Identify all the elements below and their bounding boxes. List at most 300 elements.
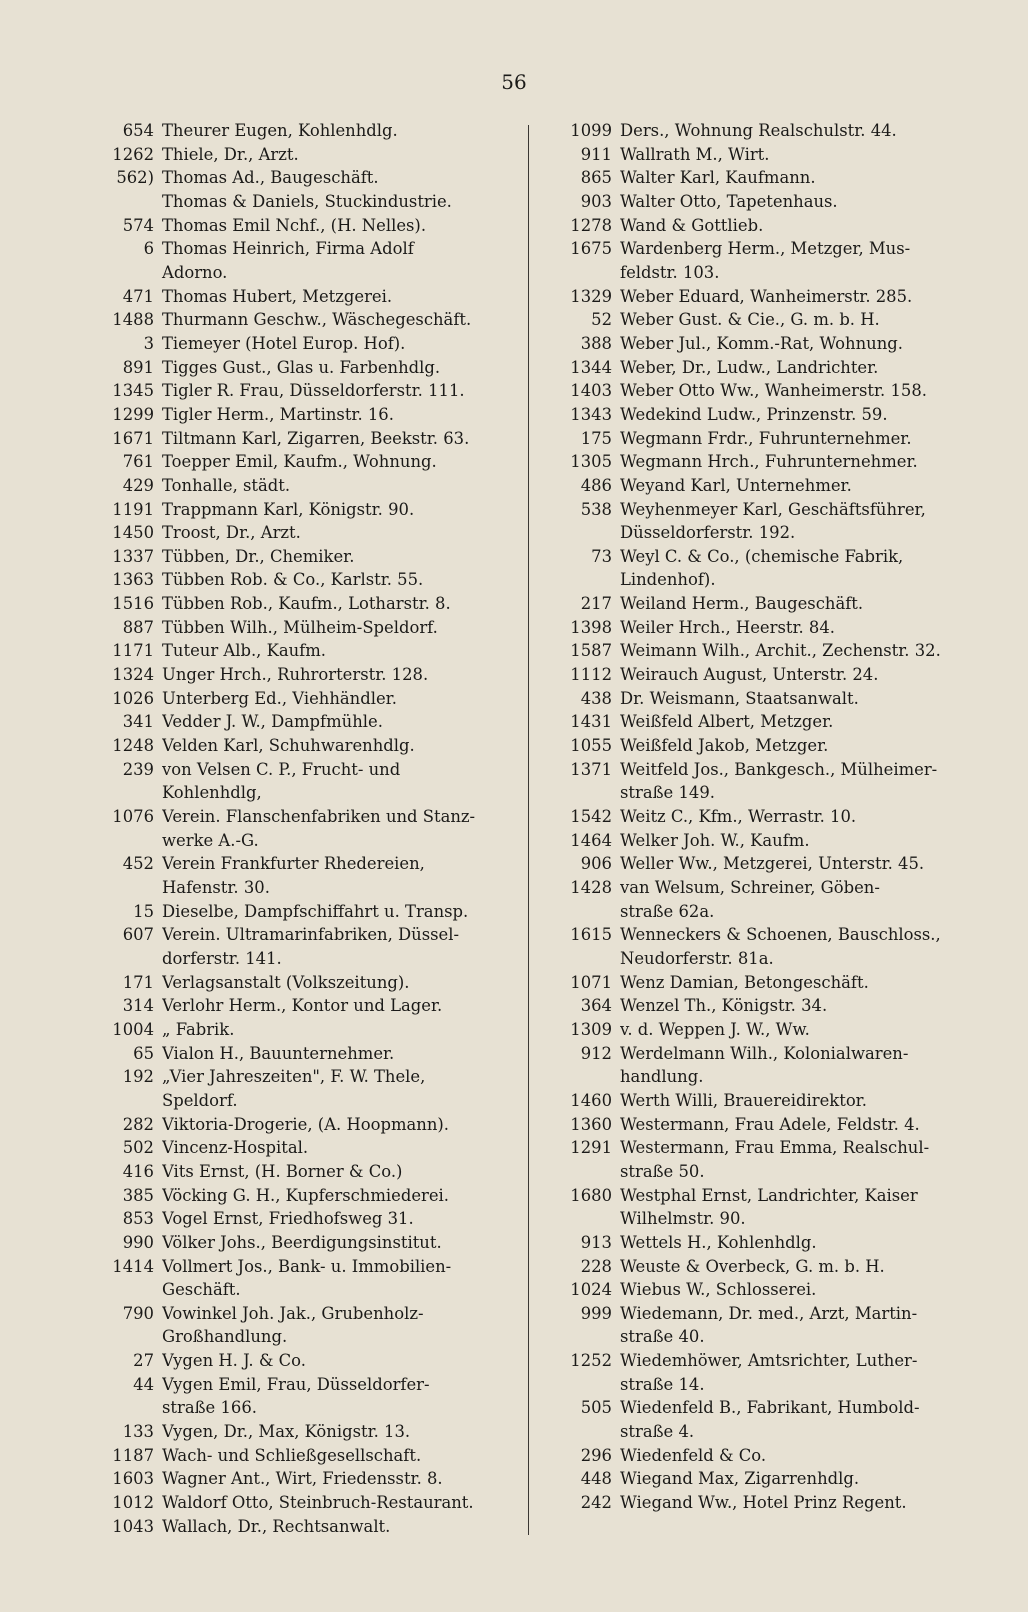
entry-continuation: feldstr. 103. — [620, 262, 720, 282]
entry-number: 1291 — [570, 1138, 612, 1158]
directory-entry — [80, 639, 520, 663]
directory-entry — [80, 1420, 520, 1444]
directory-entry — [80, 403, 520, 427]
entry-number: 990 — [122, 1232, 154, 1252]
entry-number: 1428 — [570, 878, 612, 897]
entry-number: 1398 — [570, 617, 612, 637]
entry-text: Tiemeyer (Hotel Europ. Hof). — [162, 333, 406, 353]
entry-number: 486 — [580, 475, 612, 495]
directory-entry — [546, 143, 990, 167]
entry-text: Weyhenmeyer Karl, Geschäftsführer, — [620, 499, 926, 519]
directory-entry — [80, 474, 520, 498]
entry-text: Wiedenfeld B., Fabrikant, Humbold- — [620, 1398, 920, 1418]
entry-number: 1329 — [570, 286, 612, 306]
entry-text: Toepper Emil, Kaufm., Wohnung. — [162, 452, 437, 472]
entry-continuation: Lindenhof). — [620, 570, 716, 590]
entry-text: Weißfeld Jakob, Metzger. — [620, 736, 829, 756]
entry-text: Vollmert Jos., Bank- u. Immobilien- — [162, 1256, 452, 1276]
entry-number: 562) — [116, 168, 154, 188]
directory-entry — [546, 805, 990, 829]
entry-text: Thomas Ad., Baugeschäft. — [162, 168, 379, 188]
entry-text: Wallach, Dr., Rechtsanwalt. — [162, 1516, 391, 1536]
directory-entry — [80, 143, 520, 167]
entry-text: Westermann, Frau Emma, Realschul- — [620, 1138, 930, 1158]
entry-number: 171 — [122, 972, 154, 992]
entry-number: 1671 — [112, 428, 154, 448]
directory-entry — [80, 427, 520, 451]
entry-number: 1191 — [112, 499, 154, 519]
entry-continuation: Speldorf. — [162, 1090, 238, 1110]
directory-entry — [546, 308, 990, 332]
entry-continuation: Düsseldorferstr. 192. — [620, 523, 796, 543]
directory-entry — [546, 1444, 990, 1468]
directory-entry — [80, 166, 520, 190]
directory-entry — [546, 474, 990, 498]
entry-text: Vowinkel Joh. Jak., Grubenholz- — [162, 1303, 424, 1323]
entry-number: 3 — [143, 333, 154, 353]
directory-entry — [546, 663, 990, 687]
entry-number: 865 — [580, 168, 612, 188]
entry-text: Velden Karl, Schuhwarenhdlg. — [162, 736, 415, 756]
directory-entry — [546, 994, 990, 1018]
directory-entry — [546, 1018, 990, 1042]
directory-entry — [546, 1160, 990, 1184]
directory-entry — [546, 592, 990, 616]
directory-entry — [546, 214, 990, 238]
entry-text: Wenz Damian, Betongeschäft. — [620, 972, 869, 992]
directory-entry — [80, 663, 520, 687]
directory-entry — [80, 592, 520, 616]
directory-entry — [546, 450, 990, 474]
entry-number: 1371 — [570, 759, 612, 779]
directory-entry — [546, 1231, 990, 1255]
entry-number: 903 — [580, 191, 612, 211]
entry-text: van Welsum, Schreiner, Göben- — [620, 878, 880, 897]
directory-entry — [546, 1113, 990, 1137]
directory-entry — [80, 190, 520, 214]
entry-number: 1024 — [570, 1280, 612, 1300]
directory-entry — [80, 1065, 520, 1089]
directory-entry — [546, 923, 990, 947]
entry-continuation: Hafenstr. 30. — [162, 878, 270, 897]
entry-number: 1363 — [112, 570, 154, 590]
entry-text: Dieselbe, Dampfschiffahrt u. Transp. — [162, 901, 469, 921]
entry-text: Wegmann Frdr., Fuhrunternehmer. — [620, 428, 912, 448]
directory-entry — [80, 1302, 520, 1326]
entry-text: Tiltmann Karl, Zigarren, Beekstr. 63. — [162, 428, 470, 448]
directory-entry — [80, 1089, 520, 1113]
directory-entry — [546, 285, 990, 309]
entry-text: Tübben Rob. & Co., Karlstr. 55. — [162, 570, 424, 590]
directory-entry — [546, 1302, 990, 1326]
entry-number: 911 — [580, 144, 612, 164]
entry-text: Wiedemann, Dr. med., Arzt, Martin- — [620, 1303, 918, 1323]
directory-entry — [80, 1042, 520, 1066]
entry-text: Vits Ernst, (H. Borner & Co.) — [162, 1161, 403, 1181]
entry-text: Thomas Hubert, Metzgerei. — [162, 286, 393, 306]
directory-entry — [546, 166, 990, 190]
directory-entry — [546, 876, 990, 900]
directory-entry — [546, 1184, 990, 1208]
entry-text: Werth Willi, Brauereidirektor. — [620, 1090, 867, 1110]
entry-text: Walter Otto, Tapetenhaus. — [620, 191, 838, 211]
directory-entry — [80, 1325, 520, 1349]
entry-number: 913 — [580, 1232, 612, 1252]
entry-number: 1603 — [112, 1469, 154, 1489]
entry-number: 505 — [580, 1398, 612, 1418]
directory-entry — [546, 852, 990, 876]
entry-text: Tuteur Alb., Kaufm. — [162, 641, 326, 661]
entry-text: Tigges Gust., Glas u. Farbenhdlg. — [162, 357, 441, 377]
directory-entry — [80, 1396, 520, 1420]
directory-entry — [546, 568, 990, 592]
entry-text: Waldorf Otto, Steinbruch-Restaurant. — [162, 1493, 474, 1513]
directory-entry — [546, 332, 990, 356]
entry-number: 912 — [580, 1043, 612, 1063]
directory-entry — [80, 119, 520, 143]
entry-text: Wenzel Th., Königstr. 34. — [620, 996, 828, 1016]
entry-number: 1450 — [112, 523, 154, 543]
directory-entry — [80, 261, 520, 285]
entry-text: Theurer Eugen, Kohlenhdlg. — [162, 121, 398, 140]
entry-number: 999 — [580, 1303, 612, 1323]
entry-number: 891 — [122, 357, 154, 377]
entry-text: Troost, Dr., Arzt. — [162, 523, 301, 543]
entry-number: 65 — [133, 1043, 154, 1063]
entry-continuation: werke A.-G. — [162, 830, 259, 850]
entry-text: Weber Jul., Komm.-Rat, Wohnung. — [620, 333, 903, 353]
entry-number: 853 — [122, 1209, 154, 1229]
entry-number: 133 — [122, 1422, 154, 1442]
entry-number: 1431 — [570, 712, 612, 732]
directory-entry — [546, 734, 990, 758]
entry-number: 574 — [122, 215, 154, 235]
entry-number: 1026 — [112, 688, 154, 708]
entry-number: 607 — [122, 925, 154, 945]
entry-number: 1171 — [112, 641, 154, 661]
entry-text: Werdelmann Wilh., Kolonialwaren- — [620, 1043, 909, 1063]
entry-text: Wand & Gottlieb. — [620, 215, 764, 235]
directory-entry — [546, 947, 990, 971]
entry-text: Weber Gust. & Cie., G. m. b. H. — [620, 310, 880, 330]
entry-number: 1076 — [112, 807, 154, 827]
directory-entry — [80, 1373, 520, 1397]
entry-number: 388 — [580, 333, 612, 353]
entry-number: 1414 — [112, 1256, 154, 1276]
entry-number: 1187 — [112, 1445, 154, 1465]
directory-entry — [546, 1325, 990, 1349]
directory-entry — [546, 261, 990, 285]
entry-number: 1309 — [570, 1019, 612, 1039]
entry-text: Weiland Herm., Baugeschäft. — [620, 594, 864, 614]
entry-text: Weiler Hrch., Heerstr. 84. — [620, 617, 835, 637]
entry-text: Weißfeld Albert, Metzger. — [620, 712, 834, 732]
entry-number: 73 — [591, 546, 612, 566]
entry-text: Weitfeld Jos., Bankgesch., Mülheimer- — [620, 759, 938, 779]
directory-entry — [80, 1018, 520, 1042]
entry-continuation: Neudorferstr. 81a. — [620, 948, 774, 968]
entry-text: Viktoria-Drogerie, (A. Hoopmann). — [162, 1114, 450, 1134]
directory-entry — [546, 1420, 990, 1444]
entry-text: Vygen, Dr., Max, Königstr. 13. — [162, 1422, 411, 1442]
entry-number: 1343 — [570, 404, 612, 424]
directory-entry — [80, 1255, 520, 1279]
directory-entry — [80, 450, 520, 474]
directory-entry — [546, 1136, 990, 1160]
entry-text: Tübben Wilh., Mülheim-Speldorf. — [162, 617, 438, 637]
directory-entry — [546, 1349, 990, 1373]
entry-number: 429 — [122, 475, 154, 495]
entry-continuation: straße 166. — [162, 1398, 257, 1418]
directory-entry — [546, 639, 990, 663]
entry-text: Thurmann Geschw., Wäschegeschäft. — [162, 310, 472, 330]
entry-number: 761 — [122, 452, 154, 472]
entry-number: 438 — [580, 688, 612, 708]
page-number: 56 — [501, 70, 527, 94]
entry-text: Ders., Wohnung Realschulstr. 44. — [620, 121, 897, 140]
entry-number: 448 — [580, 1469, 612, 1489]
entry-number: 790 — [122, 1303, 154, 1323]
left-column — [80, 119, 520, 1538]
directory-entry — [80, 710, 520, 734]
entry-text: Vedder J. W., Dampfmühle. — [162, 712, 383, 732]
entry-number: 15 — [133, 901, 154, 921]
entry-number: 228 — [580, 1256, 612, 1276]
entry-text: Thomas Heinrich, Firma Adolf — [162, 239, 414, 259]
entry-number: 1278 — [570, 215, 612, 235]
entry-text: Wiedenfeld & Co. — [620, 1445, 767, 1465]
entry-number: 6 — [143, 239, 154, 259]
entry-number: 538 — [580, 499, 612, 519]
entry-number: 1615 — [570, 925, 612, 945]
entry-number: 385 — [122, 1185, 154, 1205]
directory-entry — [80, 498, 520, 522]
directory-entry — [80, 947, 520, 971]
directory-entry — [546, 356, 990, 380]
directory-entry — [546, 521, 990, 545]
entry-number: 1252 — [570, 1351, 612, 1371]
entry-number: 242 — [580, 1493, 612, 1513]
entry-text: Walter Karl, Kaufmann. — [620, 168, 816, 188]
entry-number: 1675 — [570, 239, 612, 259]
directory-entry — [80, 994, 520, 1018]
directory-entry — [80, 616, 520, 640]
entry-continuation: straße 62a. — [620, 901, 715, 921]
directory-entry — [80, 1349, 520, 1373]
entry-text: Wallrath M., Wirt. — [620, 144, 770, 164]
entry-number: 364 — [580, 996, 612, 1016]
entry-continuation: dorferstr. 141. — [162, 948, 282, 968]
entry-number: 1324 — [112, 665, 154, 685]
entry-text: Wiebus W., Schlosserei. — [620, 1280, 817, 1300]
directory-entry — [546, 1278, 990, 1302]
entry-text: Thomas & Daniels, Stuckindustrie. — [162, 191, 452, 211]
directory-entry — [80, 1207, 520, 1231]
entry-number: 314 — [122, 996, 154, 1016]
entry-continuation: handlung. — [620, 1067, 704, 1087]
entry-number: 1004 — [112, 1019, 154, 1039]
entry-text: Wiegand Ww., Hotel Prinz Regent. — [620, 1493, 907, 1513]
entry-continuation: Großhandlung. — [162, 1327, 288, 1347]
directory-entry — [80, 214, 520, 238]
directory-entry — [80, 829, 520, 853]
entry-number: 1344 — [570, 357, 612, 377]
entry-text: Tonhalle, städt. — [162, 475, 291, 495]
entry-continuation: Kohlenhdlg, — [162, 783, 262, 803]
entry-text: Weuste & Overbeck, G. m. b. H. — [620, 1256, 885, 1276]
entry-text: Verein Frankfurter Rhedereien, — [162, 854, 425, 874]
entry-text: Weitz C., Kfm., Werrastr. 10. — [620, 807, 857, 827]
entry-continuation: straße 14. — [620, 1374, 705, 1394]
directory-entry — [80, 1113, 520, 1137]
entry-number: 887 — [122, 617, 154, 637]
directory-entry — [80, 1160, 520, 1184]
entry-number: 1055 — [570, 736, 612, 756]
entry-number: 654 — [122, 121, 154, 140]
directory-entry — [546, 1255, 990, 1279]
directory-entry — [546, 1089, 990, 1113]
directory-entry — [546, 379, 990, 403]
entry-text: Weber Otto Ww., Wanheimerstr. 158. — [620, 381, 927, 401]
directory-entry — [80, 545, 520, 569]
right-column — [546, 119, 990, 1515]
entry-text: Verein. Ultramarinfabriken, Düssel- — [162, 925, 459, 945]
entry-text: Wenneckers & Schoenen, Bauschloss., — [620, 925, 941, 945]
entry-number: 471 — [122, 286, 154, 306]
directory-entry — [80, 734, 520, 758]
directory-entry — [546, 900, 990, 924]
directory-entry — [80, 1515, 520, 1539]
entry-number: 1305 — [570, 452, 612, 472]
directory-entry — [546, 498, 990, 522]
entry-number: 175 — [580, 428, 612, 448]
directory-entry — [546, 190, 990, 214]
entry-text: Wegmann Hrch., Fuhrunternehmer. — [620, 452, 918, 472]
entry-text: Vygen H. J. & Co. — [162, 1351, 306, 1371]
entry-text: Trappmann Karl, Königstr. 90. — [162, 499, 415, 519]
entry-number: 1345 — [112, 381, 154, 401]
directory-entry — [546, 119, 990, 143]
directory-entry — [546, 710, 990, 734]
entry-number: 1337 — [112, 546, 154, 566]
directory-entry — [546, 687, 990, 711]
entry-text: „Vier Jahreszeiten", F. W. Thele, — [162, 1067, 426, 1087]
entry-text: Thomas Emil Nchf., (H. Nelles). — [162, 215, 427, 235]
entry-number: 192 — [122, 1067, 154, 1087]
directory-entry — [80, 285, 520, 309]
directory-entry — [80, 521, 520, 545]
directory-entry — [80, 1491, 520, 1515]
directory-entry — [80, 1278, 520, 1302]
entry-text: Wiegand Max, Zigarrenhdlg. — [620, 1469, 860, 1489]
entry-text: Vygen Emil, Frau, Düsseldorfer- — [162, 1374, 430, 1394]
entry-text: Verein. Flanschenfabriken und Stanz- — [162, 807, 476, 827]
entry-continuation: straße 149. — [620, 783, 715, 803]
entry-continuation: straße 50. — [620, 1161, 705, 1181]
directory-entry — [546, 545, 990, 569]
entry-number: 1112 — [570, 665, 612, 685]
directory-entry — [80, 805, 520, 829]
entry-number: 1587 — [570, 641, 612, 661]
entry-text: Vöcking G. H., Kupferschmiederei. — [162, 1185, 450, 1205]
directory-entry — [80, 758, 520, 782]
entry-continuation: straße 40. — [620, 1327, 705, 1347]
entry-continuation: Geschäft. — [162, 1280, 241, 1300]
entry-number — [80, 190, 162, 214]
directory-entry — [546, 616, 990, 640]
entry-text: Unger Hrch., Ruhrorterstr. 128. — [162, 665, 429, 685]
entry-text: Tigler R. Frau, Düsseldorferstr. 111. — [162, 381, 465, 401]
entry-number: 1043 — [112, 1516, 154, 1536]
entry-text: Tigler Herm., Martinstr. 16. — [162, 404, 394, 424]
directory-entry — [80, 379, 520, 403]
directory-entry — [80, 237, 520, 261]
directory-entry — [546, 829, 990, 853]
entry-number: 44 — [133, 1374, 154, 1394]
directory-entry — [80, 1444, 520, 1468]
entry-number: 1099 — [570, 121, 612, 140]
entry-number: 1464 — [570, 830, 612, 850]
entry-number: 239 — [122, 759, 154, 779]
directory-entry — [546, 1065, 990, 1089]
directory-entry — [80, 687, 520, 711]
entry-text: Weyl C. & Co., (chemische Fabrik, — [620, 546, 904, 566]
directory-entry — [80, 971, 520, 995]
entry-number: 27 — [133, 1351, 154, 1371]
entry-continuation: Wilhelmstr. 90. — [620, 1209, 746, 1229]
entry-text: von Velsen C. P., Frucht- und — [162, 759, 401, 779]
entry-number: 1360 — [570, 1114, 612, 1134]
entry-text: Vogel Ernst, Friedhofsweg 31. — [162, 1209, 414, 1229]
entry-number: 52 — [591, 310, 612, 330]
entry-text: Vialon H., Bauunternehmer. — [162, 1043, 395, 1063]
entry-text: Weber Eduard, Wanheimerstr. 285. — [620, 286, 913, 306]
directory-entry — [80, 781, 520, 805]
directory-entry — [546, 1042, 990, 1066]
entry-number: 1071 — [570, 972, 612, 992]
column-divider — [528, 125, 529, 1535]
entry-number: 1403 — [570, 381, 612, 401]
entry-text: Thiele, Dr., Arzt. — [162, 144, 299, 164]
entry-continuation: straße 4. — [620, 1422, 695, 1442]
entry-number: 1299 — [112, 404, 154, 424]
entry-number: 341 — [122, 712, 154, 732]
entry-text: Völker Johs., Beerdigungsinstitut. — [162, 1232, 442, 1252]
directory-entry — [80, 852, 520, 876]
directory-entry — [80, 568, 520, 592]
directory-entry — [546, 781, 990, 805]
directory-entry — [80, 308, 520, 332]
entry-text: Wedekind Ludw., Prinzenstr. 59. — [620, 404, 888, 424]
entry-text: Westermann, Frau Adele, Feldstr. 4. — [620, 1114, 920, 1134]
directory-entry — [546, 403, 990, 427]
entry-number: 502 — [122, 1138, 154, 1158]
entry-text: Weller Ww., Metzgerei, Unterstr. 45. — [620, 854, 925, 874]
entry-number: 217 — [580, 594, 612, 614]
entry-number: 1262 — [112, 144, 154, 164]
directory-entry — [80, 876, 520, 900]
entry-text: Weber, Dr., Ludw., Landrichter. — [620, 357, 879, 377]
entry-text: Dr. Weismann, Staatsanwalt. — [620, 688, 859, 708]
directory-entry — [546, 1396, 990, 1420]
entry-text: Vincenz-Hospital. — [162, 1138, 309, 1158]
entry-number: 416 — [122, 1161, 154, 1181]
entry-number: 296 — [580, 1445, 612, 1465]
entry-text: Wardenberg Herm., Metzger, Mus- — [620, 239, 911, 259]
directory-entry — [80, 1136, 520, 1160]
directory-entry — [546, 1207, 990, 1231]
entry-number: 1488 — [112, 310, 154, 330]
